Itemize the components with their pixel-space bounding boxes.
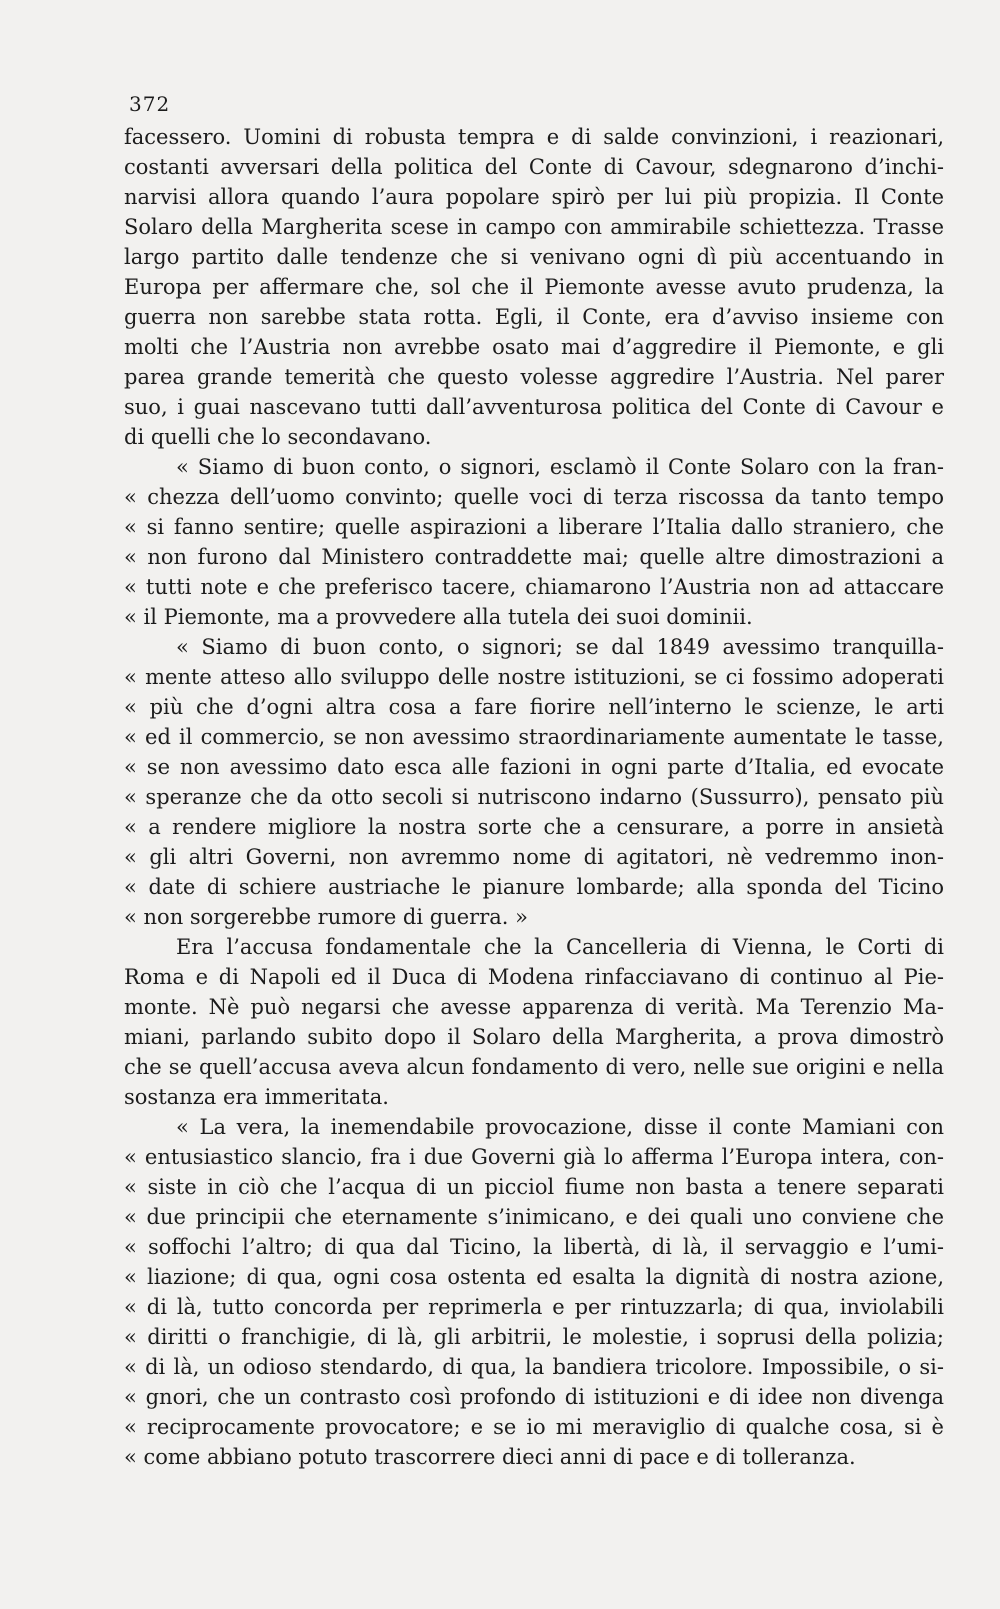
text-line: Era l’accusa fondamentale che la Cancelleria di Vienna, le Corti di: [176, 935, 944, 959]
text-line: « reciprocamente provocatore; e se io mi meraviglio di qualche cosa, si è: [124, 1415, 944, 1439]
text-line: « come abbiano potuto trascorrere dieci anni di pace e di tolleranza.: [124, 1445, 856, 1469]
text-line: « il Piemonte, ma a provvedere alla tutela dei suoi dominii.: [124, 605, 753, 629]
page-number: 372: [129, 92, 171, 116]
text-line: di quelli che lo secondavano.: [124, 425, 432, 449]
text-line: « due principii che eternamente s’inimicano, e dei quali uno conviene che: [124, 1205, 944, 1229]
text-line: guerra non sarebbe stata rotta. Egli, il Conte, era d’avviso insieme con: [124, 305, 944, 329]
text-line: « Siamo di buon conto, o signori, esclamò il Conte Solaro con la fran-: [176, 455, 944, 479]
text-line: costanti avversari della politica del Conte di Cavour, sdegnarono d’inchi-: [124, 155, 944, 179]
text-line: « diritti o franchigie, di là, gli arbitrii, le molestie, i soprusi della polizia;: [124, 1325, 944, 1349]
text-line: Roma e di Napoli ed il Duca di Modena rinfacciavano di continuo al Pie-: [124, 965, 944, 989]
text-line: Europa per affermare che, sol che il Piemonte avesse avuto prudenza, la: [124, 275, 944, 299]
text-line: « non furono dal Ministero contraddette mai; quelle altre dimostrazioni a: [124, 545, 944, 569]
text-line: largo partito dalle tendenze che si venivano ogni dì più accentuando in: [124, 245, 944, 269]
text-line: monte. Nè può negarsi che avesse apparenza di verità. Ma Terenzio Ma-: [124, 995, 944, 1019]
text-line: « Siamo di buon conto, o signori; se dal 1849 avessimo tranquilla-: [176, 635, 944, 659]
text-line: miani, parlando subito dopo il Solaro della Margherita, a prova dimostrò: [124, 1025, 944, 1049]
text-line: « date di schiere austriache le pianure lombarde; alla sponda del Ticino: [124, 875, 944, 899]
text-line: facessero. Uomini di robusta tempra e di salde convinzioni, i reazionari,: [124, 125, 944, 149]
text-line: « speranze che da otto secoli si nutriscono indarno (Sussurro), pensato più: [124, 785, 944, 809]
text-line: « soffochi l’altro; di qua dal Ticino, la libertà, di là, il servaggio e l’umi-: [124, 1235, 944, 1259]
text-line: « mente atteso allo sviluppo delle nostre istituzioni, se ci fossimo adoperati: [124, 665, 944, 689]
text-line: « gnori, che un contrasto così profondo di istituzioni e di idee non divenga: [124, 1385, 944, 1409]
text-line: « di là, tutto concorda per reprimerla e per rintuzzarla; di qua, inviolabili: [124, 1295, 944, 1319]
body-text: [124, 122, 944, 1472]
text-line: Solaro della Margherita scese in campo con ammirabile schiettezza. Trasse: [124, 215, 944, 239]
text-line: « ed il commercio, se non avessimo straordinariamente aumentate le tasse,: [124, 725, 944, 749]
text-line: « si fanno sentire; quelle aspirazioni a liberare l’Italia dallo straniero, che: [124, 515, 944, 539]
text-line: parea grande temerità che questo volesse aggredire l’Austria. Nel parer: [124, 365, 944, 389]
text-line: « entusiastico slancio, fra i due Governi già lo afferma l’Europa intera, con-: [124, 1145, 944, 1169]
text-line: « chezza dell’uomo convinto; quelle voci di terza riscossa da tanto tempo: [124, 485, 944, 509]
text-line: « più che d’ogni altra cosa a fare fiorire nell’interno le scienze, le arti: [124, 695, 944, 719]
text-line: suo, i guai nascevano tutti dall’avventurosa politica del Conte di Cavour e: [124, 395, 944, 419]
text-line: « La vera, la inemendabile provocazione, disse il conte Mamiani con: [176, 1115, 944, 1139]
text-line: « tutti note e che preferisco tacere, chiamarono l’Austria non ad attaccare: [124, 575, 944, 599]
text-line: « a rendere migliore la nostra sorte che a censurare, a porre in ansietà: [124, 815, 944, 839]
text-line: molti che l’Austria non avrebbe osato mai d’aggredire il Piemonte, e gli: [124, 335, 944, 359]
text-line: « siste in ciò che l’acqua di un picciol fiume non basta a tenere separati: [124, 1175, 944, 1199]
text-line: « gli altri Governi, non avremmo nome di agitatori, nè vedremmo inon-: [124, 845, 944, 869]
text-line: sostanza era immeritata.: [124, 1085, 389, 1109]
text-line: che se quell’accusa aveva alcun fondamento di vero, nelle sue origini e nella: [124, 1055, 944, 1079]
text-line: « non sorgerebbe rumore di guerra. »: [124, 905, 528, 929]
text-line: narvisi allora quando l’aura popolare spirò per lui più propizia. Il Conte: [124, 185, 944, 209]
text-line: « se non avessimo dato esca alle fazioni in ogni parte d’Italia, ed evocate: [124, 755, 944, 779]
text-line: « liazione; di qua, ogni cosa ostenta ed esalta la dignità di nostra azione,: [124, 1265, 944, 1289]
text-line: « di là, un odioso stendardo, di qua, la bandiera tricolore. Impossibile, o si-: [124, 1355, 944, 1379]
